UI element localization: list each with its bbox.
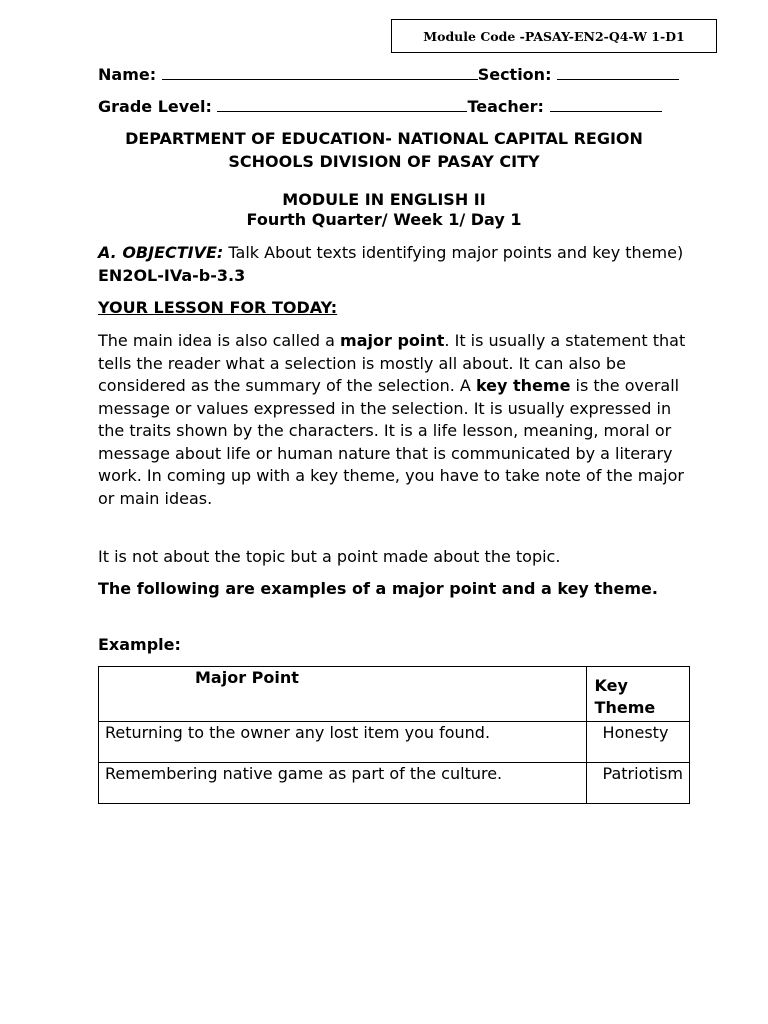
department-heading: DEPARTMENT OF EDUCATION- NATIONAL CAPITAL REGION (125, 129, 643, 148)
major-point-cell: Returning to the owner any lost item you found. (99, 722, 587, 763)
lesson-p1-b: . It is usually a statement that tells the reader what a selection is mostly all about. It can also be considered as the summary of the selection. A (98, 331, 686, 395)
examples-table (98, 666, 690, 804)
grade-level-blank[interactable] (217, 97, 467, 112)
examples-intro: The following are examples of a major point and a key theme. (98, 579, 658, 598)
module-subtitle: Fourth Quarter/ Week 1/ Day 1 (246, 210, 522, 229)
module-code-box (391, 19, 717, 53)
section-blank[interactable] (557, 65, 679, 80)
objective-text: Talk About texts identifying major points and key theme) (223, 243, 684, 262)
major-point-term: major point (340, 331, 445, 350)
name-blank[interactable] (162, 65, 478, 80)
objective-code: EN2OL-IVa-b-3.3 (98, 265, 246, 285)
key-theme-cell: Honesty (586, 722, 689, 763)
lesson-p1-c: is the overall message or values expressed in the selection. It is usually expressed in the traits shown by the characters. It is a life lesson, meaning, moral or message about life or human nature that is communicated by a literary work. In coming up with a key theme, you have to take note of the major or main ideas. (98, 376, 684, 508)
lesson-paragraph-1 (98, 330, 694, 510)
name-section-row (98, 65, 679, 84)
key-theme-term: key theme (475, 376, 571, 395)
grade-teacher-row (98, 97, 662, 116)
module-code-text: Module Code -PASAY-EN2-Q4-W 1-D1 (423, 28, 685, 44)
grade-level-label: Grade Level: (98, 97, 212, 116)
table-row (99, 763, 690, 804)
objective-label: A. OBJECTIVE: (98, 243, 224, 262)
lesson-p1-a: The main idea is also called a (98, 331, 341, 350)
name-label: Name: (98, 65, 157, 84)
module-title: MODULE IN ENGLISH II (282, 190, 486, 209)
teacher-label: Teacher: (467, 97, 544, 116)
lesson-heading-text: YOUR LESSON FOR TODAY: (98, 298, 338, 317)
lesson-heading (98, 297, 337, 320)
table-header-row (99, 667, 690, 722)
teacher-blank[interactable] (550, 97, 662, 112)
major-point-cell: Remembering native game as part of the culture. (99, 763, 587, 804)
lesson-paragraph-2: It is not about the topic but a point made about the topic. (98, 547, 561, 566)
header-major-point: Major Point (99, 667, 587, 722)
lesson-paragraph-3 (98, 578, 658, 601)
key-theme-cell: Patriotism (586, 763, 689, 804)
division-heading: SCHOOLS DIVISION OF PASAY CITY (228, 152, 540, 171)
header-key-theme: Key Theme (586, 667, 689, 722)
objective-paragraph (98, 242, 698, 287)
section-label: Section: (477, 65, 552, 84)
example-label: Example: (98, 635, 181, 654)
table-row (99, 722, 690, 763)
